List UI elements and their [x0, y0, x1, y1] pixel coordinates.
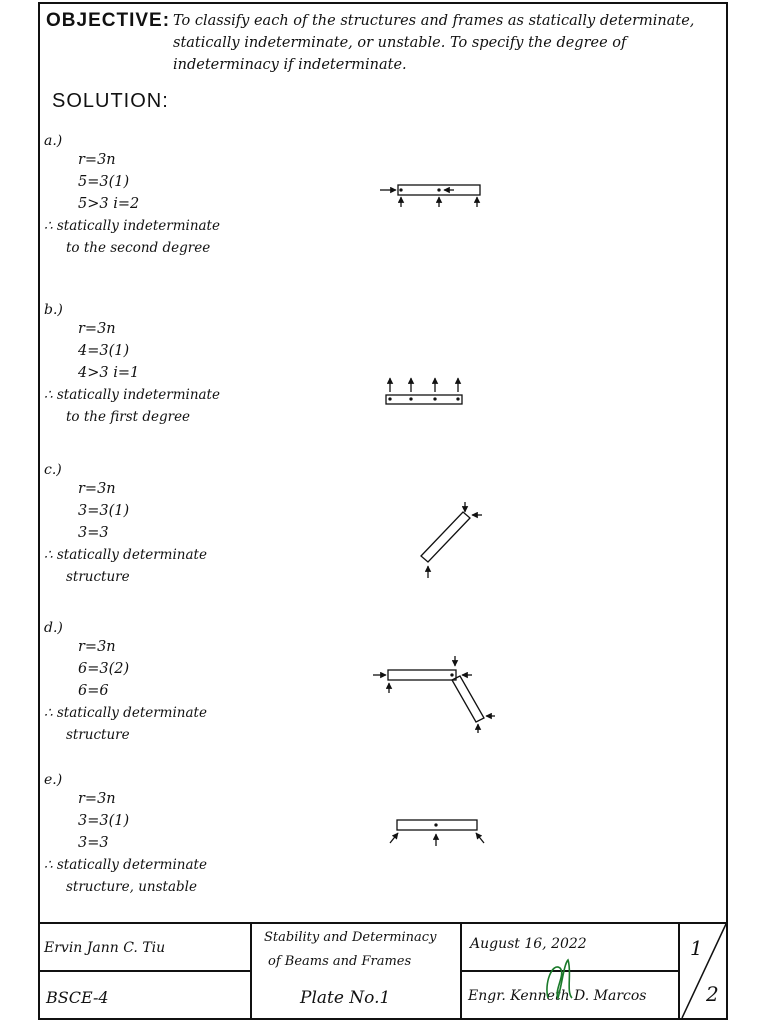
part-e-line-3: 3=3 [78, 835, 109, 851]
beam-b-sketch [386, 378, 462, 404]
part-b-conclusion-1: ∴ statically indeterminate [44, 387, 220, 403]
part-a-line-3: 5>3 i=2 [78, 196, 140, 212]
part-c-line-2: 3=3(1) [78, 503, 130, 519]
part-c-line-1: r=3n [78, 481, 116, 497]
sheet-count-divider [678, 922, 728, 1020]
member-c-sketch [421, 502, 482, 578]
part-b-line-2: 4=3(1) [78, 343, 130, 359]
beam-a-sketch [380, 185, 480, 207]
part-d-line-2: 6=3(2) [78, 661, 130, 677]
part-c-conclusion-1: ∴ statically determinate [44, 547, 207, 563]
part-c-label: c.) [44, 462, 62, 478]
instructor-name: Engr. Kenneth D. Marcos [468, 988, 647, 1004]
plate-title-line-2: of Beams and Frames [268, 954, 412, 969]
total-sheets: 2 [706, 982, 719, 1006]
frame-d-sketch [373, 656, 495, 733]
part-a-line-1: r=3n [78, 152, 116, 168]
submission-date: August 16, 2022 [470, 936, 587, 952]
instructor-signature [538, 954, 582, 1004]
part-b-label: b.) [44, 302, 63, 318]
student-section: BSCE-4 [46, 988, 109, 1007]
beam-e-sketch [390, 820, 484, 846]
part-a-label: a.) [44, 133, 63, 149]
part-c-conclusion-2: structure [66, 569, 130, 585]
part-d-label: d.) [44, 620, 63, 636]
sheet-number: 1 [690, 936, 703, 960]
objective-label: OBJECTIVE: [46, 10, 171, 31]
part-c-line-3: 3=3 [78, 525, 109, 541]
objective-text: To classify each of the structures and frames as statically determinate, statically indeterminate, or unstable. To specify the degree of indeterminacy if indeterminate. [173, 13, 695, 73]
part-b-conclusion-2: to the first degree [66, 409, 191, 425]
part-b-line-3: 4>3 i=1 [78, 365, 140, 381]
part-e-conclusion-1: ∴ statically determinate [44, 857, 207, 873]
part-d-line-1: r=3n [78, 639, 116, 655]
part-e-conclusion-2: structure, unstable [66, 879, 197, 895]
part-a-line-2: 5=3(1) [78, 174, 130, 190]
part-d-conclusion-2: structure [66, 727, 130, 743]
solution-label: SOLUTION: [52, 90, 169, 112]
plate-title-line-1: Stability and Determinacy [264, 930, 437, 945]
part-e-label: e.) [44, 772, 63, 788]
title-block [38, 922, 728, 1020]
part-a-conclusion-1: ∴ statically indeterminate [44, 218, 220, 234]
part-d-conclusion-1: ∴ statically determinate [44, 705, 207, 721]
part-e-line-1: r=3n [78, 791, 116, 807]
plate-number: Plate No.1 [300, 988, 391, 1008]
part-e-line-2: 3=3(1) [78, 813, 130, 829]
part-a-conclusion-2: to the second degree [66, 240, 211, 256]
part-b-line-1: r=3n [78, 321, 116, 337]
part-d-line-3: 6=6 [78, 683, 109, 699]
student-name: Ervin Jann C. Tiu [44, 940, 166, 956]
